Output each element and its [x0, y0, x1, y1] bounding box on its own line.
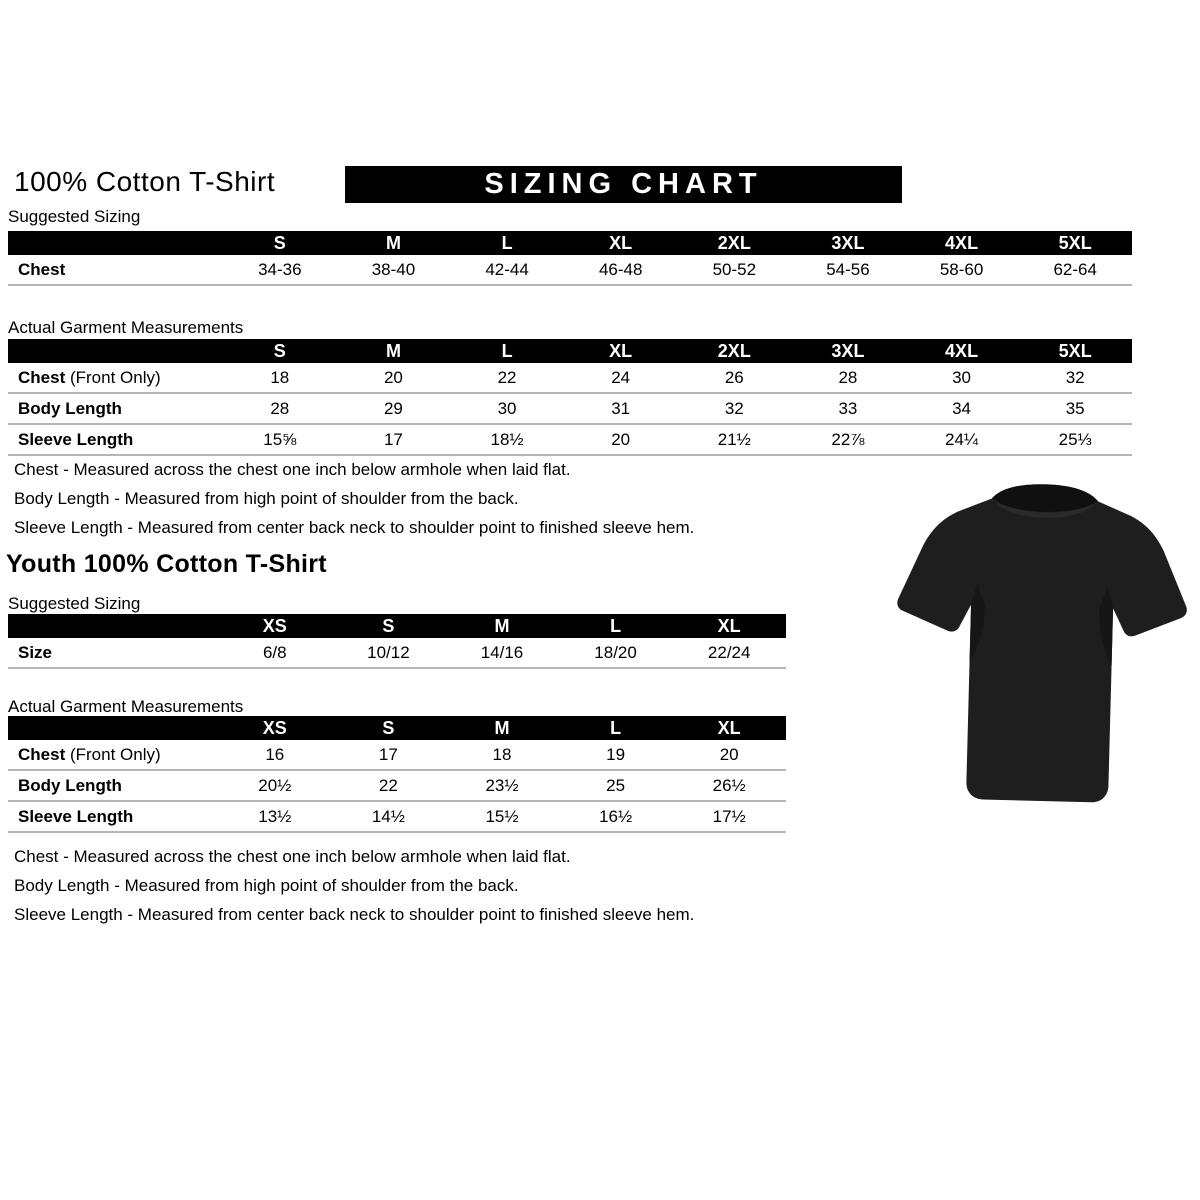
row-label: Body Length: [8, 393, 223, 424]
column-header: M: [337, 231, 451, 255]
row-label: Sleeve Length: [8, 424, 223, 455]
row-label: Chest (Front Only): [8, 363, 223, 393]
cell-value: 18/20: [559, 638, 673, 668]
table-header-row: [8, 716, 786, 740]
table-row: [8, 740, 786, 770]
youth-actual-measurements-label: Actual Garment Measurements: [8, 697, 244, 716]
cell-value: 22: [332, 770, 446, 801]
column-header: L: [559, 614, 673, 638]
cell-value: 16: [218, 740, 332, 770]
column-header: S: [332, 614, 446, 638]
youth-suggested-table: [8, 614, 786, 669]
table-header-row: [8, 339, 1132, 363]
youth-actual-table: [8, 716, 786, 833]
cell-value: 54-56: [791, 255, 905, 285]
adult-note-chest: Chest - Measured across the chest one inch below armhole when laid flat.: [14, 460, 571, 479]
table-row: [8, 770, 786, 801]
cell-value: 29: [337, 393, 451, 424]
cell-value: 17½: [672, 801, 786, 832]
cell-value: 17: [332, 740, 446, 770]
cell-value: 20: [564, 424, 678, 455]
cell-value: 50-52: [678, 255, 792, 285]
youth-note-body-length: Body Length - Measured from high point of shoulder from the back.: [14, 876, 519, 895]
row-label: Body Length: [8, 770, 218, 801]
row-label: Chest: [8, 255, 223, 285]
column-header: XL: [564, 231, 678, 255]
cell-value: 22: [450, 363, 564, 393]
youth-note-chest: Chest - Measured across the chest one inch below armhole when laid flat.: [14, 847, 571, 866]
cell-value: 10/12: [332, 638, 446, 668]
column-header: XS: [218, 716, 332, 740]
cell-value: 34-36: [223, 255, 337, 285]
column-header: XL: [564, 339, 678, 363]
adult-suggested-sizing-label: Suggested Sizing: [8, 207, 141, 226]
row-label: Sleeve Length: [8, 801, 218, 832]
sizing-chart-banner: [345, 166, 902, 203]
cell-value: 18: [223, 363, 337, 393]
cell-value: 17: [337, 424, 451, 455]
column-header: L: [450, 231, 564, 255]
cell-value: 58-60: [905, 255, 1019, 285]
column-header: XS: [218, 614, 332, 638]
cell-value: 31: [564, 393, 678, 424]
column-header: S: [223, 231, 337, 255]
cell-value: 25: [559, 770, 673, 801]
cell-value: 25⅓: [1018, 424, 1132, 455]
cell-value: 18: [445, 740, 559, 770]
column-header: 2XL: [678, 231, 792, 255]
cell-value: 26: [678, 363, 792, 393]
table-row: [8, 801, 786, 832]
tshirt-image: [893, 476, 1189, 818]
cell-value: 23½: [445, 770, 559, 801]
page-title: 100% Cotton T-Shirt: [14, 166, 276, 197]
cell-value: 28: [223, 393, 337, 424]
column-header: XL: [672, 614, 786, 638]
sizing-chart-banner-label: SIZING CHART: [484, 168, 763, 200]
cell-value: 21½: [678, 424, 792, 455]
cell-value: 30: [450, 393, 564, 424]
table-row: [8, 424, 1132, 455]
column-header: 5XL: [1018, 339, 1132, 363]
cell-value: 15⅝: [223, 424, 337, 455]
cell-value: 20½: [218, 770, 332, 801]
column-header: 4XL: [905, 339, 1019, 363]
table-header-row: [8, 614, 786, 638]
column-header: L: [450, 339, 564, 363]
cell-value: 24: [564, 363, 678, 393]
cell-value: 42-44: [450, 255, 564, 285]
column-header: M: [337, 339, 451, 363]
cell-value: 46-48: [564, 255, 678, 285]
column-header: 4XL: [905, 231, 1019, 255]
cell-value: 34: [905, 393, 1019, 424]
column-header: S: [223, 339, 337, 363]
adult-note-body-length: Body Length - Measured from high point of shoulder from the back.: [14, 489, 519, 508]
column-header: M: [445, 614, 559, 638]
table-row: [8, 393, 1132, 424]
cell-value: 14½: [332, 801, 446, 832]
cell-value: 20: [337, 363, 451, 393]
cell-value: 16½: [559, 801, 673, 832]
cell-value: 19: [559, 740, 673, 770]
cell-value: 24¼: [905, 424, 1019, 455]
youth-title: Youth 100% Cotton T-Shirt: [6, 550, 327, 578]
table-row: [8, 255, 1132, 285]
column-header: XL: [672, 716, 786, 740]
column-header: M: [445, 716, 559, 740]
adult-actual-table: [8, 339, 1132, 456]
column-header: L: [559, 716, 673, 740]
cell-value: 13½: [218, 801, 332, 832]
table-header-row: [8, 231, 1132, 255]
column-header: 5XL: [1018, 231, 1132, 255]
header-label-spacer: [8, 716, 218, 740]
cell-value: 15½: [445, 801, 559, 832]
table-row: [8, 638, 786, 668]
header-label-spacer: [8, 339, 223, 363]
table-row: [8, 363, 1132, 393]
header-label-spacer: [8, 614, 218, 638]
cell-value: 30: [905, 363, 1019, 393]
column-header: 2XL: [678, 339, 792, 363]
tshirt-graphic: [889, 472, 1194, 822]
cell-value: 28: [791, 363, 905, 393]
cell-value: 33: [791, 393, 905, 424]
column-header: 3XL: [791, 339, 905, 363]
row-label: Chest (Front Only): [8, 740, 218, 770]
column-header: 3XL: [791, 231, 905, 255]
adult-note-sleeve-length: Sleeve Length - Measured from center back neck to shoulder point to finished sleeve hem.: [14, 518, 695, 537]
cell-value: 62-64: [1018, 255, 1132, 285]
cell-value: 35: [1018, 393, 1132, 424]
youth-suggested-sizing-label: Suggested Sizing: [8, 594, 141, 613]
cell-value: 6/8: [218, 638, 332, 668]
column-header: S: [332, 716, 446, 740]
cell-value: 22⅞: [791, 424, 905, 455]
cell-value: 38-40: [337, 255, 451, 285]
youth-note-sleeve-length: Sleeve Length - Measured from center back neck to shoulder point to finished sleeve hem.: [14, 905, 695, 924]
adult-notes: [14, 455, 694, 542]
cell-value: 32: [1018, 363, 1132, 393]
cell-value: 18½: [450, 424, 564, 455]
header-label-spacer: [8, 231, 223, 255]
cell-value: 26½: [672, 770, 786, 801]
adult-suggested-table: [8, 231, 1132, 286]
row-label: Size: [8, 638, 218, 668]
cell-value: 32: [678, 393, 792, 424]
tshirt-body-shape: [892, 496, 1189, 804]
adult-actual-measurements-label: Actual Garment Measurements: [8, 318, 244, 337]
cell-value: 22/24: [672, 638, 786, 668]
youth-notes: [14, 842, 694, 929]
cell-value: 20: [672, 740, 786, 770]
cell-value: 14/16: [445, 638, 559, 668]
